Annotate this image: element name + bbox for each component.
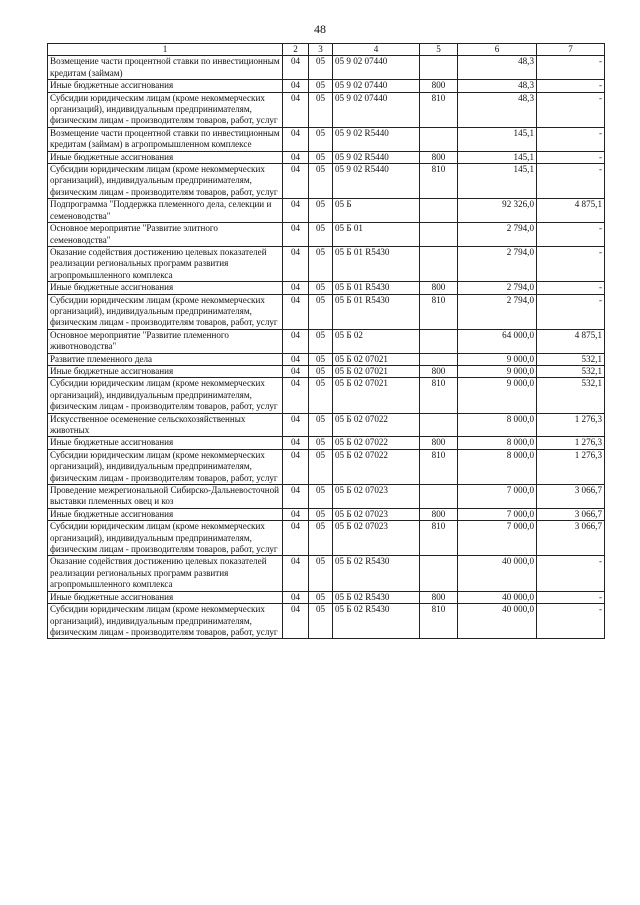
row-name-cell: Иные бюджетные ассигнования	[48, 437, 283, 449]
row-name-cell: Иные бюджетные ассигнования	[48, 282, 283, 294]
expense-type-cell	[420, 223, 458, 247]
target-article-cell: 05 Б 02 07021	[333, 378, 420, 413]
amount-cell: 2 794,0	[458, 294, 537, 329]
expense-type-cell: 800	[420, 151, 458, 163]
table-row	[48, 508, 605, 520]
federal-amount-cell: -	[537, 223, 605, 247]
section-cell: 04	[283, 282, 309, 294]
section-cell: 04	[283, 223, 309, 247]
subsection-cell: 05	[309, 164, 333, 199]
row-name-cell: Развитие племенного дела	[48, 353, 283, 365]
target-article-cell: 05 9 02 07440	[333, 92, 420, 127]
subsection-cell: 05	[309, 199, 333, 223]
amount-cell: 9 000,0	[458, 353, 537, 365]
amount-cell: 48,3	[458, 56, 537, 80]
amount-cell: 92 326,0	[458, 199, 537, 223]
section-cell: 04	[283, 437, 309, 449]
section-cell: 04	[283, 591, 309, 603]
expense-type-cell	[420, 329, 458, 353]
amount-cell: 7 000,0	[458, 521, 537, 556]
federal-amount-cell: 1 276,3	[537, 449, 605, 484]
subsection-cell: 05	[309, 437, 333, 449]
section-cell: 04	[283, 521, 309, 556]
target-article-cell: 05 9 02 R5440	[333, 164, 420, 199]
target-article-cell: 05 Б 01 R5430	[333, 246, 420, 281]
expense-type-cell	[420, 485, 458, 509]
row-name-cell: Оказание содействия достижению целевых показателей реализации региональных программ развития агропромышленного комплекса	[48, 246, 283, 281]
section-cell: 04	[283, 556, 309, 591]
subsection-cell: 05	[309, 591, 333, 603]
federal-amount-cell: -	[537, 92, 605, 127]
table-body	[48, 56, 605, 639]
row-name-cell: Иные бюджетные ассигнования	[48, 80, 283, 92]
table-row	[48, 56, 605, 80]
subsection-cell: 05	[309, 246, 333, 281]
expense-type-cell: 810	[420, 521, 458, 556]
table-row	[48, 223, 605, 247]
row-name-cell: Субсидии юридическим лицам (кроме некоммерческих организаций), индивидуальным предпринимателям, физическим лицам - производителям товаров, работ, услуг	[48, 92, 283, 127]
subsection-cell: 05	[309, 485, 333, 509]
expense-type-cell	[420, 556, 458, 591]
federal-amount-cell: -	[537, 246, 605, 281]
column-header-6: 6	[458, 44, 537, 56]
expense-type-cell: 800	[420, 365, 458, 377]
budget-table	[47, 43, 605, 639]
target-article-cell: 05 Б 02 R5430	[333, 604, 420, 639]
amount-cell: 40 000,0	[458, 591, 537, 603]
column-header-7: 7	[537, 44, 605, 56]
target-article-cell: 05 9 02 07440	[333, 56, 420, 80]
section-cell: 04	[283, 508, 309, 520]
subsection-cell: 05	[309, 329, 333, 353]
target-article-cell: 05 Б 02 07023	[333, 521, 420, 556]
target-article-cell: 05 9 02 07440	[333, 80, 420, 92]
target-article-cell: 05 Б 02 R5430	[333, 591, 420, 603]
amount-cell: 40 000,0	[458, 604, 537, 639]
expense-type-cell: 800	[420, 437, 458, 449]
table-row	[48, 127, 605, 151]
federal-amount-cell: 3 066,7	[537, 508, 605, 520]
table-row	[48, 604, 605, 639]
amount-cell: 9 000,0	[458, 378, 537, 413]
expense-type-cell: 800	[420, 591, 458, 603]
table-row	[48, 80, 605, 92]
page-number: 48	[314, 22, 326, 36]
section-cell: 04	[283, 449, 309, 484]
expense-type-cell: 800	[420, 508, 458, 520]
section-cell: 04	[283, 485, 309, 509]
column-header-5: 5	[420, 44, 458, 56]
table-row	[48, 294, 605, 329]
row-name-cell: Основное мероприятие "Развитие племенного животноводства"	[48, 329, 283, 353]
row-name-cell: Основное мероприятие "Развитие элитного семеноводства"	[48, 223, 283, 247]
table-row	[48, 282, 605, 294]
table-row	[48, 378, 605, 413]
section-cell: 04	[283, 80, 309, 92]
row-name-cell: Субсидии юридическим лицам (кроме некоммерческих организаций), индивидуальным предпринимателям, физическим лицам - производителям товаров, работ, услуг	[48, 521, 283, 556]
subsection-cell: 05	[309, 508, 333, 520]
target-article-cell: 05 Б 02 R5430	[333, 556, 420, 591]
expense-type-cell: 810	[420, 294, 458, 329]
amount-cell: 8 000,0	[458, 449, 537, 484]
section-cell: 04	[283, 92, 309, 127]
federal-amount-cell: -	[537, 80, 605, 92]
section-cell: 04	[283, 353, 309, 365]
column-header-3: 3	[309, 44, 333, 56]
amount-cell: 8 000,0	[458, 413, 537, 437]
amount-cell: 64 000,0	[458, 329, 537, 353]
expense-type-cell	[420, 127, 458, 151]
expense-type-cell: 810	[420, 604, 458, 639]
amount-cell: 40 000,0	[458, 556, 537, 591]
federal-amount-cell: -	[537, 127, 605, 151]
federal-amount-cell: -	[537, 151, 605, 163]
row-name-cell: Иные бюджетные ассигнования	[48, 508, 283, 520]
subsection-cell: 05	[309, 282, 333, 294]
target-article-cell: 05 Б	[333, 199, 420, 223]
section-cell: 04	[283, 164, 309, 199]
subsection-cell: 05	[309, 151, 333, 163]
federal-amount-cell: -	[537, 282, 605, 294]
federal-amount-cell: 4 875,1	[537, 199, 605, 223]
section-cell: 04	[283, 127, 309, 151]
target-article-cell: 05 Б 02	[333, 329, 420, 353]
target-article-cell: 05 Б 01	[333, 223, 420, 247]
federal-amount-cell: -	[537, 591, 605, 603]
row-name-cell: Оказание содействия достижению целевых показателей реализации региональных программ развития агропромышленного комплекса	[48, 556, 283, 591]
section-cell: 04	[283, 56, 309, 80]
section-cell: 04	[283, 151, 309, 163]
expense-type-cell: 810	[420, 449, 458, 484]
table-row	[48, 329, 605, 353]
subsection-cell: 05	[309, 604, 333, 639]
section-cell: 04	[283, 199, 309, 223]
subsection-cell: 05	[309, 56, 333, 80]
subsection-cell: 05	[309, 365, 333, 377]
federal-amount-cell: -	[537, 56, 605, 80]
target-article-cell: 05 Б 01 R5430	[333, 282, 420, 294]
expense-type-cell	[420, 199, 458, 223]
federal-amount-cell: -	[537, 294, 605, 329]
target-article-cell: 05 Б 02 07022	[333, 437, 420, 449]
subsection-cell: 05	[309, 413, 333, 437]
table-row	[48, 413, 605, 437]
table-row	[48, 164, 605, 199]
row-name-cell: Субсидии юридическим лицам (кроме некоммерческих организаций), индивидуальным предпринимателям, физическим лицам - производителям товаров, работ, услуг	[48, 164, 283, 199]
section-cell: 04	[283, 365, 309, 377]
table-row	[48, 353, 605, 365]
amount-cell: 8 000,0	[458, 437, 537, 449]
amount-cell: 48,3	[458, 80, 537, 92]
federal-amount-cell: 532,1	[537, 353, 605, 365]
row-name-cell: Возмещение части процентной ставки по инвестиционным кредитам (займам) в агропромышленном комплексе	[48, 127, 283, 151]
section-cell: 04	[283, 246, 309, 281]
amount-cell: 2 794,0	[458, 246, 537, 281]
section-cell: 04	[283, 378, 309, 413]
amount-cell: 145,1	[458, 164, 537, 199]
table-row	[48, 485, 605, 509]
section-cell: 04	[283, 294, 309, 329]
row-name-cell: Возмещение части процентной ставки по инвестиционным кредитам (займам)	[48, 56, 283, 80]
federal-amount-cell: 3 066,7	[537, 521, 605, 556]
expense-type-cell	[420, 353, 458, 365]
table-header-row	[48, 44, 605, 56]
federal-amount-cell: 1 276,3	[537, 413, 605, 437]
table-row	[48, 199, 605, 223]
federal-amount-cell: 4 875,1	[537, 329, 605, 353]
target-article-cell: 05 9 02 R5440	[333, 151, 420, 163]
amount-cell: 2 794,0	[458, 223, 537, 247]
expense-type-cell: 800	[420, 80, 458, 92]
federal-amount-cell: 532,1	[537, 378, 605, 413]
federal-amount-cell: -	[537, 604, 605, 639]
row-name-cell: Субсидии юридическим лицам (кроме некоммерческих организаций), индивидуальным предпринимателям, физическим лицам - производителям товаров, работ, услуг	[48, 378, 283, 413]
subsection-cell: 05	[309, 353, 333, 365]
amount-cell: 145,1	[458, 151, 537, 163]
column-header-2: 2	[283, 44, 309, 56]
row-name-cell: Субсидии юридическим лицам (кроме некоммерческих организаций), индивидуальным предпринимателям, физическим лицам - производителям товаров, работ, услуг	[48, 294, 283, 329]
amount-cell: 7 000,0	[458, 485, 537, 509]
amount-cell: 7 000,0	[458, 508, 537, 520]
section-cell: 04	[283, 413, 309, 437]
expense-type-cell: 810	[420, 378, 458, 413]
table-row	[48, 151, 605, 163]
subsection-cell: 05	[309, 378, 333, 413]
subsection-cell: 05	[309, 294, 333, 329]
table-row	[48, 556, 605, 591]
target-article-cell: 05 9 02 R5440	[333, 127, 420, 151]
expense-type-cell	[420, 413, 458, 437]
federal-amount-cell: -	[537, 164, 605, 199]
amount-cell: 9 000,0	[458, 365, 537, 377]
federal-amount-cell: -	[537, 556, 605, 591]
row-name-cell: Подпрограмма "Поддержка племенного дела, селекции и семеноводства"	[48, 199, 283, 223]
subsection-cell: 05	[309, 92, 333, 127]
subsection-cell: 05	[309, 80, 333, 92]
table-row	[48, 437, 605, 449]
federal-amount-cell: 532,1	[537, 365, 605, 377]
federal-amount-cell: 3 066,7	[537, 485, 605, 509]
section-cell: 04	[283, 329, 309, 353]
row-name-cell: Иные бюджетные ассигнования	[48, 365, 283, 377]
amount-cell: 2 794,0	[458, 282, 537, 294]
row-name-cell: Искусственное осеменение сельскохозяйственных животных	[48, 413, 283, 437]
expense-type-cell: 810	[420, 92, 458, 127]
table-row	[48, 521, 605, 556]
row-name-cell: Субсидии юридическим лицам (кроме некоммерческих организаций), индивидуальным предпринимателям, физическим лицам - производителям товаров, работ, услуг	[48, 604, 283, 639]
section-cell: 04	[283, 604, 309, 639]
table-row	[48, 246, 605, 281]
target-article-cell: 05 Б 02 07021	[333, 365, 420, 377]
target-article-cell: 05 Б 02 07022	[333, 449, 420, 484]
table-row	[48, 365, 605, 377]
table-row	[48, 449, 605, 484]
column-header-4: 4	[333, 44, 420, 56]
target-article-cell: 05 Б 02 07023	[333, 508, 420, 520]
expense-type-cell: 810	[420, 164, 458, 199]
target-article-cell: 05 Б 02 07023	[333, 485, 420, 509]
row-name-cell: Субсидии юридическим лицам (кроме некоммерческих организаций), индивидуальным предпринимателям, физическим лицам - производителям товаров, работ, услуг	[48, 449, 283, 484]
subsection-cell: 05	[309, 556, 333, 591]
expense-type-cell: 800	[420, 282, 458, 294]
column-header-1: 1	[48, 44, 283, 56]
row-name-cell: Иные бюджетные ассигнования	[48, 591, 283, 603]
row-name-cell: Проведение межрегиональной Сибирско-Дальневосточной выставки племенных овец и коз	[48, 485, 283, 509]
federal-amount-cell: 1 276,3	[537, 437, 605, 449]
amount-cell: 145,1	[458, 127, 537, 151]
subsection-cell: 05	[309, 223, 333, 247]
amount-cell: 48,3	[458, 92, 537, 127]
target-article-cell: 05 Б 02 07022	[333, 413, 420, 437]
target-article-cell: 05 Б 01 R5430	[333, 294, 420, 329]
subsection-cell: 05	[309, 521, 333, 556]
expense-type-cell	[420, 246, 458, 281]
subsection-cell: 05	[309, 127, 333, 151]
subsection-cell: 05	[309, 449, 333, 484]
target-article-cell: 05 Б 02 07021	[333, 353, 420, 365]
row-name-cell: Иные бюджетные ассигнования	[48, 151, 283, 163]
expense-type-cell	[420, 56, 458, 80]
table-row	[48, 591, 605, 603]
table-row	[48, 92, 605, 127]
